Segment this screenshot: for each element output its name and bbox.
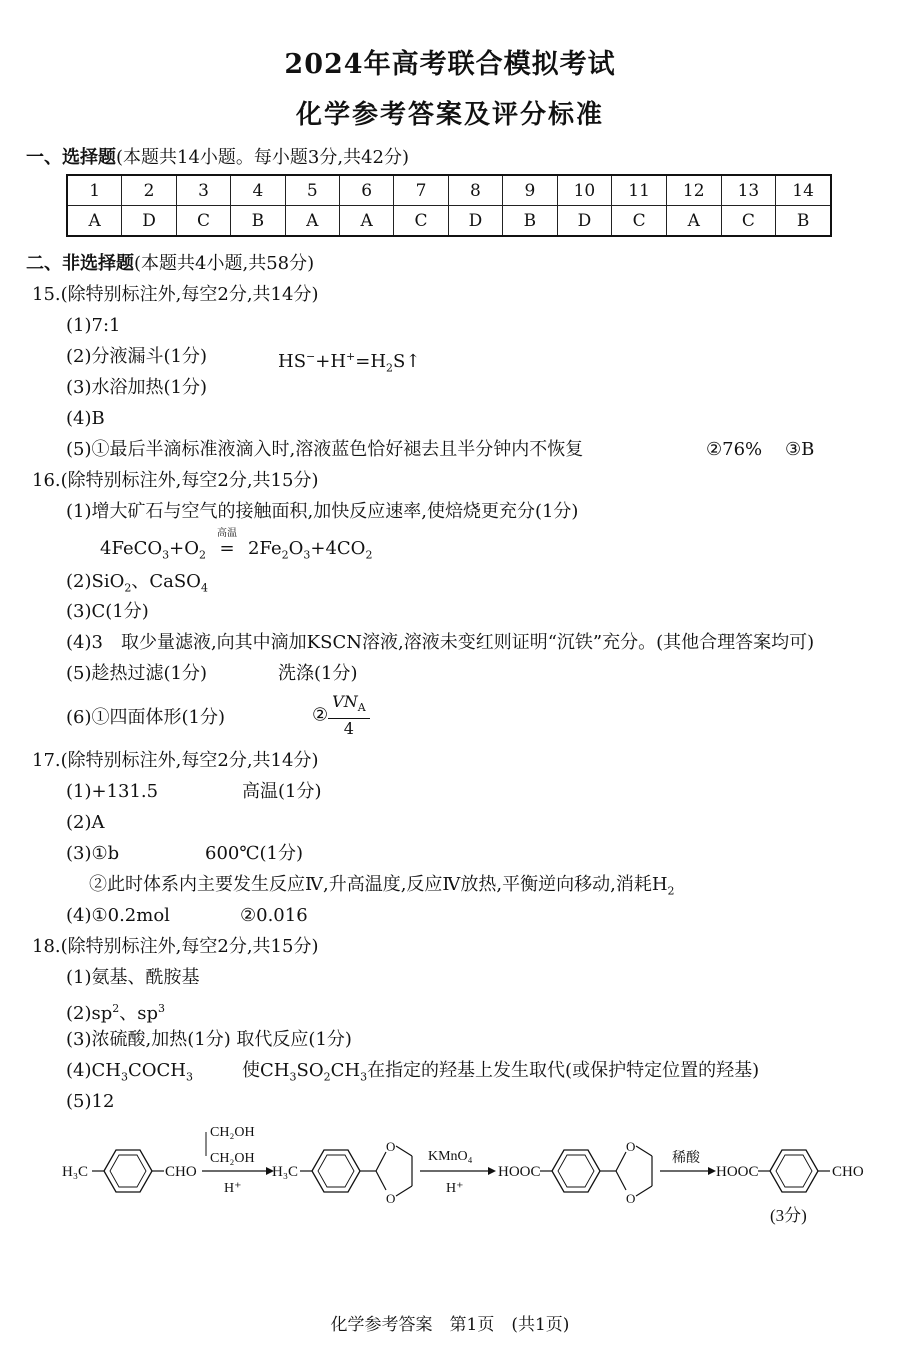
question-number-cell: 5	[285, 175, 339, 206]
section1-title: 一、选择题	[26, 147, 116, 168]
q17-answer-4: (4)①0.2mol	[66, 905, 170, 926]
question-number-cell: 6	[339, 175, 393, 206]
reagent-dilute-acid: 稀酸	[672, 1151, 700, 1166]
page-subtitle: 化学参考答案及评分标准	[295, 100, 604, 130]
question-number-cell: 14	[776, 175, 831, 206]
svg-text:O: O	[626, 1191, 636, 1206]
fraction: $\frac{VN_A}{4}$	[328, 692, 370, 739]
question-number-row	[67, 175, 831, 206]
scheme-start-methyl: H₃C	[62, 1164, 89, 1180]
dioxolane-ring-1	[376, 1139, 412, 1206]
q16-answer-3: (3)C(1分)	[66, 601, 149, 622]
answer-cell: D	[122, 206, 176, 237]
q18-answer-4b: 使$CH_3SO_2CH_3$在指定的羟基上发生取代(或保护特定位置的羟基)	[242, 1060, 760, 1084]
q15-equation: $HS^-+H^+=H_2S↑$	[278, 350, 421, 375]
svg-text:O: O	[626, 1139, 636, 1154]
section2-heading	[26, 252, 314, 276]
condition-acid-2: H⁺	[446, 1181, 464, 1196]
q17-heading: 17.(除特别标注外,每空2分,共14分)	[32, 750, 319, 771]
q18-score: (3分)	[770, 1206, 807, 1225]
q16-answer-2: (2)SiO$_2$、CaSO$_4$	[66, 571, 208, 595]
question-number-cell: 11	[612, 175, 667, 206]
q18-answer-3: (3)浓硫酸,加热(1分) 取代反应(1分)	[66, 1029, 352, 1050]
question-number-cell: 10	[557, 175, 612, 206]
q16-heading: 16.(除特别标注外,每空2分,共15分)	[32, 470, 319, 491]
scheme-aldehyde: CHO	[165, 1164, 197, 1180]
q16-answer-5: (5)趁热过滤(1分)	[66, 663, 207, 684]
q15-answer-2: (2)分液漏斗(1分)	[66, 346, 207, 367]
q18-answer-5: (5)12	[66, 1091, 115, 1112]
q16-equation: $4FeCO_3+O_2$ 高温 = $2Fe_2O_3+4CO_2$	[100, 537, 372, 568]
question-number-cell: 12	[666, 175, 721, 206]
answer-cell: D	[557, 206, 612, 237]
q15-answer-3: (3)水浴加热(1分)	[66, 377, 207, 398]
section2-title: 二、非选择题	[26, 253, 134, 274]
section1-heading	[26, 146, 409, 170]
multiple-choice-answer-table	[66, 174, 832, 237]
section2-note: (本题共4小题,共58分)	[134, 253, 315, 274]
answer-cell: C	[394, 206, 448, 237]
dioxolane-ring-2	[616, 1139, 652, 1206]
question-number-cell: 7	[394, 175, 448, 206]
q16-answer-5b: 洗涤(1分)	[278, 663, 358, 684]
q15-answer-5: (5)①最后半滴标准液滴入时,溶液蓝色恰好褪去且半分钟内不恢复	[66, 439, 584, 460]
answer-cell: A	[67, 206, 122, 237]
q15-answer-1: (1)7:1	[66, 315, 121, 336]
question-number-cell: 13	[721, 175, 776, 206]
question-number-cell: 8	[448, 175, 502, 206]
answer-row	[67, 206, 831, 237]
question-number-cell: 1	[67, 175, 122, 206]
q17-answer-1: (1)+131.5	[66, 781, 159, 802]
q16-answer-4: (4)3 取少量滤液,向其中滴加KSCN溶液,溶液未变红则证明“沉铁”充分。(其他合理答案均可)	[66, 632, 815, 653]
answer-cell: C	[612, 206, 667, 237]
q16-answer-6b: ② $\frac{VN_A}{4}$	[312, 692, 370, 739]
q17-answer-1b: 高温(1分)	[242, 781, 322, 802]
page-footer: 化学参考答案 第1页 (共1页)	[330, 1315, 570, 1335]
answer-cell: A	[339, 206, 393, 237]
page-title: 2024年高考联合模拟考试	[284, 49, 616, 80]
q16-answer-6: (6)①四面体形(1分)	[66, 707, 225, 728]
q18-heading: 18.(除特别标注外,每空2分,共15分)	[32, 936, 319, 957]
q17-answer-3: (3)①b	[66, 843, 120, 864]
q17-answer-2: (2)A	[66, 812, 105, 833]
q15-heading: 15.(除特别标注外,每空2分,共14分)	[32, 284, 319, 305]
reagent-diol-bottom: CH₂OH	[210, 1151, 255, 1166]
answer-cell: B	[231, 206, 285, 237]
q18-answer-1: (1)氨基、酰胺基	[66, 967, 200, 988]
benzene-ring-1	[104, 1150, 152, 1192]
question-number-cell: 4	[231, 175, 285, 206]
benzene-ring-3	[552, 1150, 600, 1192]
answer-cell: B	[503, 206, 557, 237]
q18-answer-2: $(2)sp^2$、$sp^3$	[66, 1002, 166, 1024]
svg-text:O: O	[386, 1139, 396, 1154]
q17-answer-4b: ②0.016	[240, 905, 308, 926]
answer-cell: D	[448, 206, 502, 237]
q16-answer-1: (1)增大矿石与空气的接触面积,加快反应速率,使焙烧更充分(1分)	[66, 501, 579, 522]
question-number-cell: 9	[503, 175, 557, 206]
scheme-product-aldehyde: CHO	[832, 1164, 864, 1180]
q18-answer-4: $(4)CH_3COCH_3$	[66, 1060, 193, 1084]
answer-cell: C	[721, 206, 776, 237]
synthesis-scheme	[60, 1118, 890, 1228]
answer-cell: A	[285, 206, 339, 237]
reaction-condition: 高温	[216, 528, 237, 539]
benzene-ring-4	[770, 1150, 818, 1192]
q15-answer-5b: ②76%	[706, 439, 763, 460]
benzene-ring-2	[312, 1150, 360, 1192]
scheme-carboxyl-1: HOOC	[498, 1164, 541, 1180]
q17-answer-3b: 600℃(1分)	[205, 843, 303, 864]
q15-answer-4: (4)B	[66, 408, 105, 429]
condition-acid-1: H⁺	[224, 1181, 242, 1196]
answer-cell: B	[776, 206, 831, 237]
scheme-carboxyl-2: HOOC	[716, 1164, 759, 1180]
scheme-intermediate-methyl: H₃C	[272, 1164, 299, 1180]
q15-answer-5c: ③B	[785, 439, 815, 460]
reagent-diol-top: CH₂OH	[210, 1125, 255, 1140]
section1-note: (本题共14小题。每小题3分,共42分)	[116, 147, 410, 168]
question-number-cell: 3	[176, 175, 230, 206]
reagent-kmno4: KMnO₄	[428, 1149, 473, 1164]
question-number-cell: 2	[122, 175, 176, 206]
answer-cell: C	[176, 206, 230, 237]
svg-text:O: O	[386, 1191, 396, 1206]
q17-answer-3c: ②此时体系内主要发生反应Ⅳ,升高温度,反应Ⅳ放热,平衡逆向移动,消耗$H_2$	[89, 874, 675, 898]
answer-cell: A	[666, 206, 721, 237]
